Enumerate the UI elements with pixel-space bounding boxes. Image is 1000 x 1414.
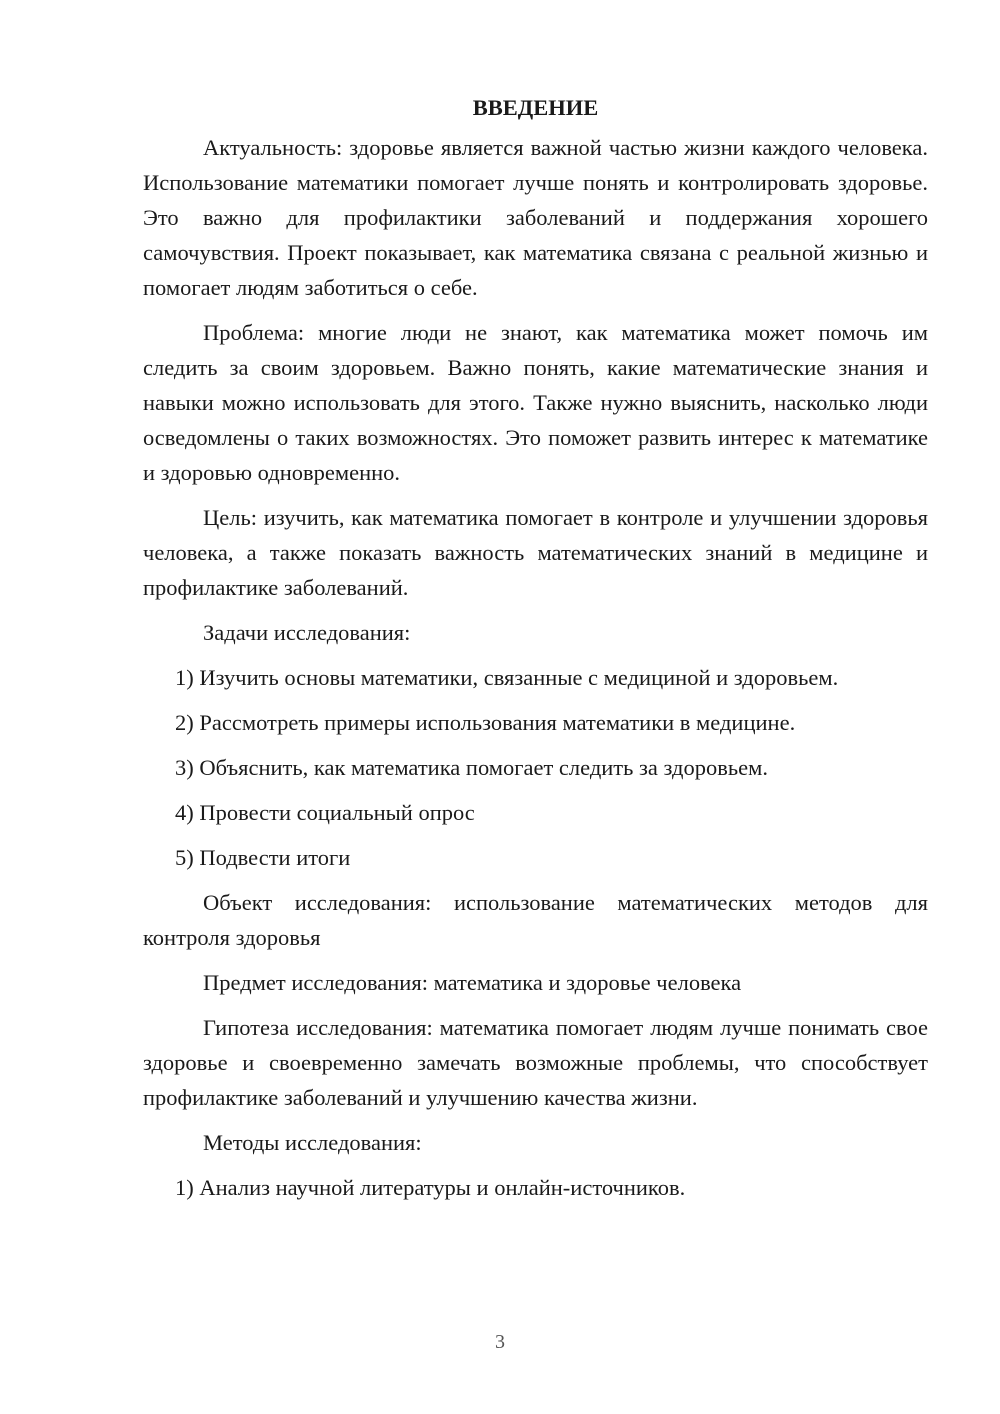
hypothesis-paragraph: Гипотеза исследования: математика помогает людям лучше понимать свое здоровье и своевременно замечать возможные проблемы, что способствует профилактике заболеваний и улучшению качества жизни. — [143, 1015, 928, 1110]
problem-paragraph: Проблема: многие люди не знают, как математика может помочь им следить за своим здоровьем. Важно понять, какие математические знания и навыки можно использовать для этого. Также нужно выяснить, насколько люди осведомлены о таких возможностях. Это поможет развить интерес к математике и здоровью одновременно. — [143, 320, 928, 485]
method-item: 1) Анализ научной литературы и онлайн-источников. — [175, 1175, 686, 1200]
page-title: ВВЕДЕНИЕ — [472, 95, 599, 120]
object-paragraph: Объект исследования: использование математических методов для контроля здоровья — [143, 890, 928, 950]
task-item: 5) Подвести итоги — [175, 845, 351, 870]
task-item: 4) Провести социальный опрос — [175, 800, 475, 825]
subject-line: Предмет исследования: математика и здоровье человека — [203, 970, 742, 995]
task-item: 3) Объяснить, как математика помогает следить за здоровьем. — [175, 755, 768, 780]
task-item: 1) Изучить основы математики, связанные с медициной и здоровьем. — [175, 665, 839, 690]
page-number: 3 — [495, 1331, 505, 1353]
relevance-paragraph: Актуальность: здоровье является важной частью жизни каждого человека. Использование математики помогает лучше понять и контролировать здоровье. Это важно для профилактики заболеваний и поддержания хорошего самочувствия. Проект показывает, как математика связана с реальной жизнью и помогает людям заботиться о себе. — [143, 135, 928, 300]
goal-paragraph: Цель: изучить, как математика помогает в контроле и улучшении здоровья человека, а также показать важность математических знаний в медицине и профилактике заболеваний. — [143, 505, 928, 600]
document-page — [143, 90, 928, 1215]
task-item: 2) Рассмотреть примеры использования математики в медицине. — [175, 710, 796, 735]
tasks-heading: Задачи исследования: — [203, 620, 411, 645]
methods-heading: Методы исследования: — [203, 1130, 422, 1155]
